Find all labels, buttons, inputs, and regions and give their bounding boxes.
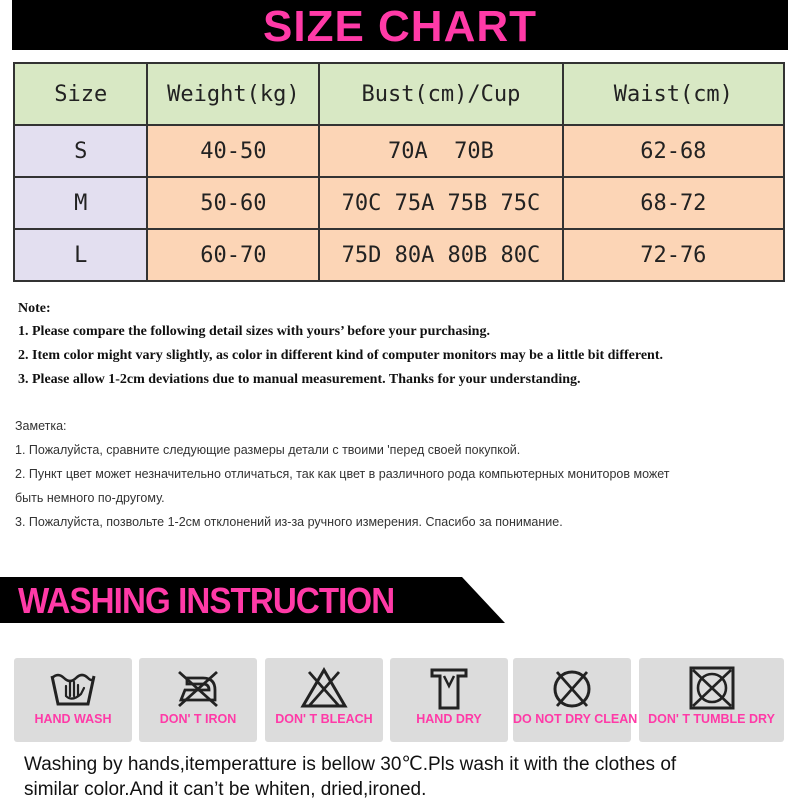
note-russian bbox=[15, 414, 670, 534]
note-item: 3. Please allow 1-2cm deviations due to manual measurement. Thanks for your understanding. bbox=[18, 372, 581, 387]
hand-dry-icon bbox=[424, 666, 474, 710]
no-iron-icon bbox=[173, 666, 223, 710]
no-iron-label: DON' T IRON bbox=[159, 712, 237, 726]
table-row bbox=[14, 125, 784, 177]
washing-text-line: Washing by hands,itemperatture is bellow 30℃.Pls wash it with the clothes of bbox=[24, 754, 677, 775]
cell-weight: 50-60 bbox=[147, 177, 319, 229]
cell-waist: 68-72 bbox=[563, 177, 784, 229]
washing-title: WASHING INSTRUCTION bbox=[18, 580, 395, 621]
washing-icons bbox=[14, 658, 786, 742]
note-heading: Заметка: bbox=[15, 419, 67, 433]
no-bleach-card bbox=[265, 658, 383, 742]
no-bleach-label: DON' T BLEACH bbox=[275, 712, 373, 726]
header-bust: Bust(cm)/Cup bbox=[319, 63, 562, 125]
hand-wash-label: HAND WASH bbox=[34, 712, 112, 726]
hand-wash-card bbox=[14, 658, 132, 742]
cell-size: S bbox=[14, 125, 147, 177]
table-row bbox=[14, 177, 784, 229]
note-item: 2. Item color might vary slightly, as color in different kind of computer monitors may be a little bit different. bbox=[18, 348, 663, 363]
size-chart-banner bbox=[12, 0, 788, 50]
no-dry-clean-card bbox=[513, 658, 638, 742]
cell-bust: 70C 75A 75B 75C bbox=[319, 177, 562, 229]
hand-dry-card bbox=[390, 658, 508, 742]
no-dry-clean-icon bbox=[547, 666, 597, 710]
cell-waist: 72-76 bbox=[563, 229, 784, 281]
cell-size: L bbox=[14, 229, 147, 281]
header-weight: Weight(kg) bbox=[147, 63, 319, 125]
no-iron-card bbox=[139, 658, 257, 742]
hand-dry-label: HAND DRY bbox=[416, 712, 482, 726]
no-tumble-dry-card bbox=[639, 658, 784, 742]
note-english bbox=[18, 300, 663, 392]
note-item: 3. Пожалуйста, позвольте 1-2см отклонений из-за ручного измерения. Спасибо за понимание. bbox=[15, 515, 563, 529]
hand-wash-icon bbox=[48, 666, 98, 710]
note-item: 1. Please compare the following detail sizes with yours’ before your purchasing. bbox=[18, 324, 490, 339]
no-bleach-icon bbox=[299, 666, 349, 710]
size-chart-title: SIZE CHART bbox=[263, 2, 537, 51]
table-row bbox=[14, 229, 784, 281]
cell-waist: 62-68 bbox=[563, 125, 784, 177]
size-chart-table bbox=[13, 62, 785, 282]
washing-text-line: similar color.And it can’t be whiten, dried,ironed. bbox=[24, 779, 427, 800]
note-item: быть немного по-другому. bbox=[15, 491, 165, 505]
cell-size: M bbox=[14, 177, 147, 229]
header-size: Size bbox=[14, 63, 147, 125]
note-item: 2. Пункт цвет может незначительно отличаться, так как цвет в различного рода компьютерных мониторов может bbox=[15, 467, 670, 481]
header-waist: Waist(cm) bbox=[563, 63, 784, 125]
washing-description bbox=[24, 752, 784, 802]
cell-bust: 75D 80A 80B 80C bbox=[319, 229, 562, 281]
table-header-row bbox=[14, 63, 784, 125]
no-dry-clean-label: DO NOT DRY CLEAN bbox=[513, 712, 638, 726]
washing-banner bbox=[0, 577, 505, 623]
cell-weight: 40-50 bbox=[147, 125, 319, 177]
note-heading: Note: bbox=[18, 301, 51, 316]
note-item: 1. Пожалуйста, сравните следующие размеры детали с твоими 'перед своей покупкой. bbox=[15, 443, 521, 457]
no-tumble-dry-icon bbox=[687, 666, 737, 712]
cell-weight: 60-70 bbox=[147, 229, 319, 281]
cell-bust: 70A 70B bbox=[319, 125, 562, 177]
no-tumble-dry-label: DON' T TUMBLE DRY bbox=[648, 712, 775, 726]
